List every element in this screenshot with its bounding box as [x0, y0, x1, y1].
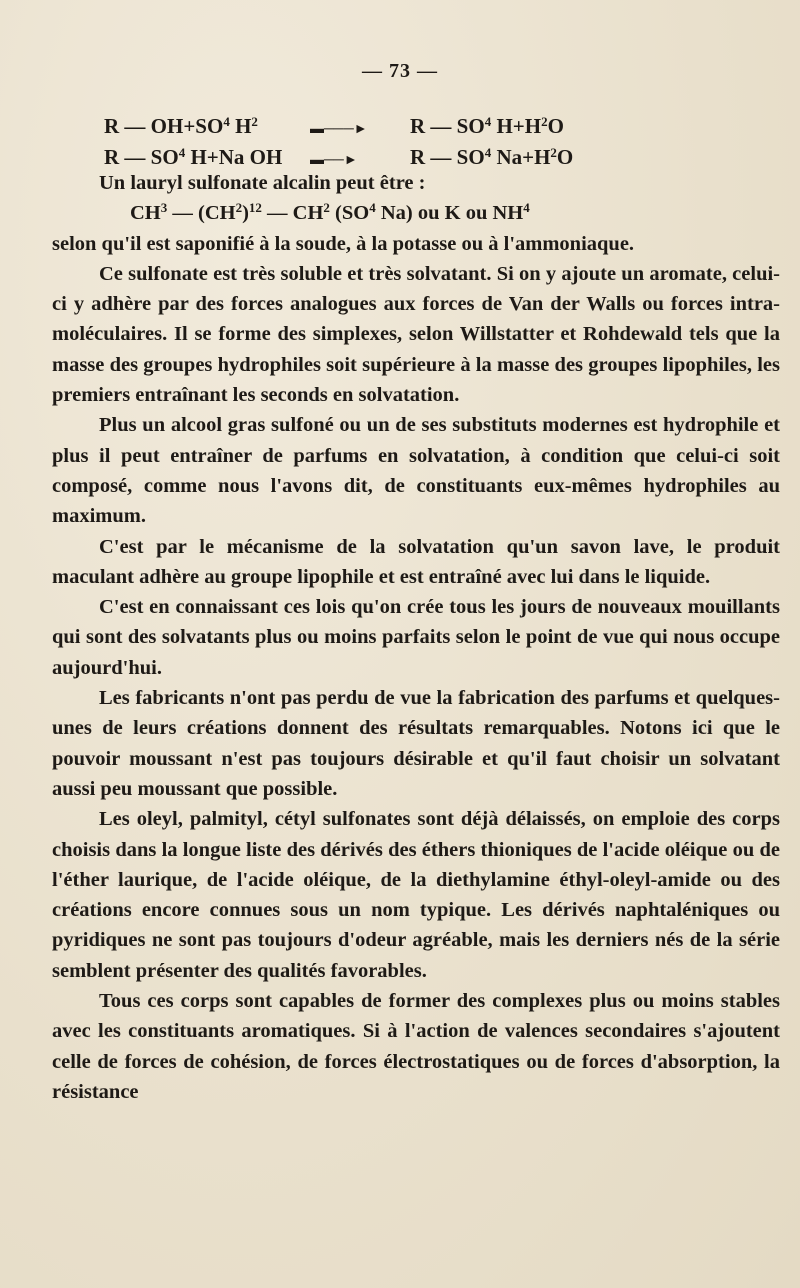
reaction-arrow: ▬───► [310, 122, 368, 137]
superscript: 4 [523, 200, 530, 216]
equation-left: R — $OH+SO^4$ $H^2$ [104, 114, 258, 138]
superscript: 4 [484, 145, 492, 160]
paragraph: Tous ces corps sont capables de former des complexes plus ou moins stables avec les constituants aromatiques. Si à l'action de valences secondaires s'ajoutent celle de forces de cohésion, de forces électrostatiques ou de forces d'absorption, la résistance [52, 990, 780, 1103]
body-text [52, 168, 780, 1107]
superscript: 2 [541, 114, 548, 129]
superscript: 4 [223, 114, 230, 129]
paragraph: C'est par le mécanisme de la solvatation qu'un savon lave, le produit maculant adhère au groupe lipophile et est entraîné avec lui dans le liquide. [52, 535, 780, 588]
paragraph: Ce sulfonate est très soluble et très solvatant. Si on y ajoute un aromate, celui-ci y adhère par des forces analogues aux forces de Van der Walls ou forces intra-moléculaires. Il se forme des simplexes, selon Willstatter et Rohdewald tels que la masse des groupes hydrophiles soit supérieure à la masse des groupes lipophiles, les premiers entraînant les seconds en solvatation. [52, 262, 780, 407]
superscript: 2 [235, 200, 243, 216]
page-number: — 73 — [362, 60, 438, 82]
superscript: 4 [369, 200, 376, 216]
superscript: 2 [550, 145, 557, 160]
equation-right: R — $SO^4$ $Na+H^2O$ [410, 145, 574, 169]
superscript: 4 [484, 114, 492, 129]
superscript: 3 [160, 200, 168, 216]
equation-1 [104, 114, 564, 139]
reaction-arrow: ▬──► [310, 153, 358, 168]
superscript: 2 [323, 200, 330, 216]
equation-2 [104, 145, 573, 170]
equation-left: R — $SO^4$ H+Na OH [104, 145, 283, 169]
paragraph: Plus un alcool gras sulfoné ou un de ses substituts modernes est hydrophile et plus il peut entraîner de parfums en solvatation, à condition que celui-ci soit composé, comme nous l'avons dit, de constituants eux-mêmes hydrophiles au maximum. [52, 414, 780, 528]
equation-right: R — $SO^4$ $H+H^2O$ [410, 114, 564, 138]
paragraph: selon qu'il est saponifié à la soude, à la potasse ou à l'ammoniaque. [52, 232, 635, 255]
superscript: 12 [248, 200, 262, 216]
paragraph: $CH^3$ — $(CH^2)^{12}$ — $CH^2$ ($SO^4$ Na) ou K ou $NH^4$ [130, 200, 530, 225]
superscript: 4 [178, 145, 186, 160]
paragraph: C'est en connaissant ces lois qu'on crée tous les jours de nouveaux mouillants qui sont des solvatants plus ou moins parfaits selon le point de vue qui nous occupe aujourd'hui. [52, 596, 780, 679]
paragraph: Un lauryl sulfonate alcalin peut être : [99, 172, 426, 194]
superscript: 2 [251, 114, 258, 129]
paragraph: Les oleyl, palmityl, cétyl sulfonates sont déjà délaissés, on emploie des corps choisis dans la longue liste des dérivés des éthers thioniques de l'acide oléique ou de l'éther laurique, de l'acide oléique, de la diethylamine éthyl-oleyl-amide ou des créations encore connues sous un nom typique. Les dérivés naphtaléniques ou pyridiques ne sont pas toujours d'odeur agréable, mais les derniers nés de la série semblent présenter des qualités favorables. [52, 808, 780, 982]
paragraph: Les fabricants n'ont pas perdu de vue la fabrication des parfums et quelques-unes de leurs créations donnent des résultats remarquables. Notons ici que le pouvoir moussant n'est pas toujours désirable et qu'il faut choisir un solvatant aussi peu moussant que possible. [52, 687, 780, 800]
